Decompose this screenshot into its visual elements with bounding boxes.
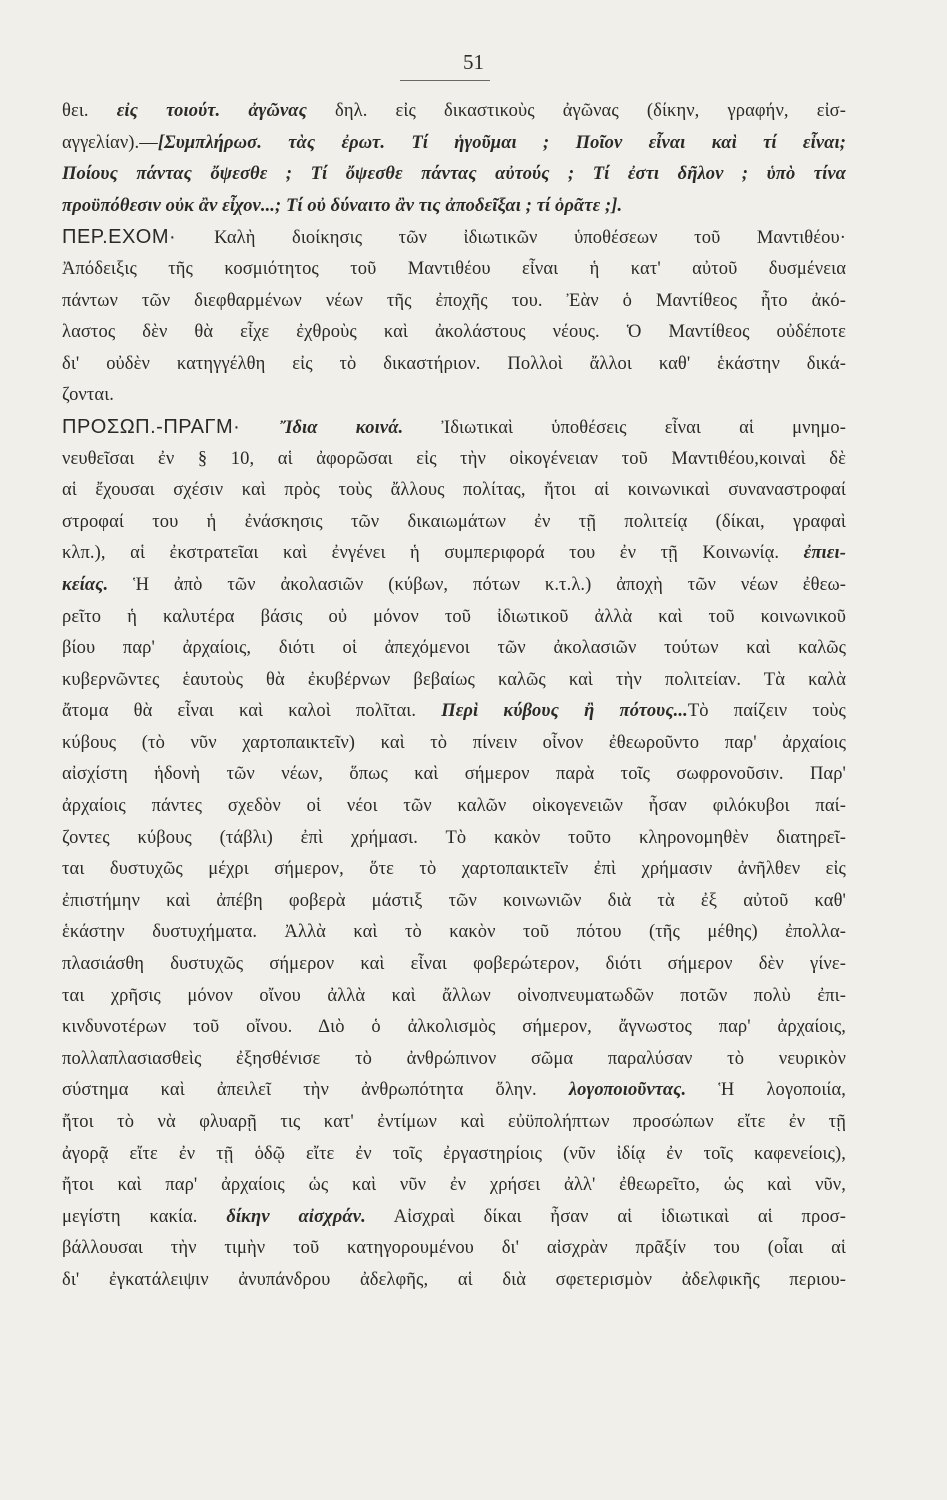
text-segment: αγγελίαν).— xyxy=(62,132,158,153)
text-segment: σύστημα καὶ ἀπειλεῖ τὴν ἀνθρωπότητα ὅλην. xyxy=(62,1080,569,1101)
text-line xyxy=(62,854,846,886)
text-segment: πλασιάσθη δυστυχῶς σήμερον καὶ εἶναι φοβερώτερον, διότι σήμερον δὲν γίνε- xyxy=(62,954,846,975)
text-line xyxy=(62,96,846,128)
text-line xyxy=(62,759,846,791)
text-segment: ἄτομα θὰ εἶναι καὶ καλοὶ πολῖται. xyxy=(62,701,442,722)
text-line xyxy=(62,949,846,981)
text-segment: ἤτοι τὸ νὰ φλυαρῇ τις κατ' ἐντίμων καὶ εὐϋπολήπτων προσώπων εἴτε ἐν τῇ xyxy=(62,1112,846,1132)
text-segment: βάλλουσαι τὴν τιμὴν τοῦ κατηγορουμένου δι' αἰσχρὰν πρᾶξίν του (οἷαι αἱ xyxy=(62,1238,846,1259)
emphasis-text: ἐπιει- xyxy=(803,543,846,564)
text-line xyxy=(62,728,846,760)
text-line xyxy=(62,1139,846,1171)
text-segment: ζονται. xyxy=(62,385,115,406)
text-segment: Ἰδιωτικαὶ ὑποθέσεις εἶναι αἱ μνημο- xyxy=(403,417,846,438)
text-segment: θει. xyxy=(62,101,117,121)
body-text xyxy=(62,96,846,1297)
text-line xyxy=(62,981,846,1013)
text-segment: στροφαί του ἡ ἐνάσκησις τῶν δικαιωμάτων ἐν τῇ πολιτείᾳ (δίκαι, γραφαὶ xyxy=(62,511,846,532)
text-segment: Αἰσχραὶ δίκαι ἦσαν αἱ ἰδιωτικαὶ αἱ προσ- xyxy=(365,1206,847,1227)
emphasis-text: εἰς τοιούτ. ἀγῶνας xyxy=(116,101,307,121)
text-segment: αἱ ἔχουσαι σχέσιν καὶ πρὸς τοὺς ἄλλους πολίτας, ἤτοι αἱ κοινωνικαὶ συναναστροφαί xyxy=(62,480,846,501)
text-segment: δι' ἐγκατάλειψιν ἀνυπάνδρου ἀδελφῆς, αἱ διὰ σφετερισμὸν ἀδελφικῆς περιου- xyxy=(62,1269,846,1290)
text-segment: πολλαπλασιασθεὶς ἐξησθένισε τὸ ἀνθρώπινον σῶμα παραλύσαν τὸ νευρικὸν xyxy=(62,1048,846,1069)
text-segment: ἑκάστην δυστυχήματα. Ἀλλὰ καὶ τὸ κακὸν τοῦ πότου (τῆς μέθης) ἐπολλα- xyxy=(62,922,846,943)
text-line xyxy=(62,538,846,570)
emphasis-text: Ποίους πάντας ὄψεσθε ; Τί ὄψεσθε πάντας αὐτούς ; Τί ἐστι δῆλον ; ὑπὸ τίνα xyxy=(62,164,846,185)
text-line xyxy=(62,665,846,697)
text-line xyxy=(62,1044,846,1076)
text-line xyxy=(62,791,846,823)
text-line xyxy=(62,286,846,318)
text-line xyxy=(62,507,846,539)
text-line xyxy=(62,1233,846,1265)
text-line xyxy=(62,317,846,349)
page-number-rule xyxy=(400,80,490,81)
page-number: 51 xyxy=(463,50,484,74)
text-segment: Ἡ λογοποιία, xyxy=(686,1080,846,1101)
text-segment: δι' οὐδὲν κατηγγέλθη εἰς τὸ δικαστήριον. Πολλοὶ ἄλλοι καθ' ἑκάστην δικά- xyxy=(62,353,846,374)
emphasis-text: δίκην αἰσχράν. xyxy=(226,1206,366,1227)
text-line xyxy=(62,823,846,855)
text-segment: ἀρχαίοις πάντες σχεδὸν οἱ νέοι τῶν καλῶν οἰκογενειῶν ἦσαν φιλόκυβοι παί- xyxy=(62,796,846,817)
text-line xyxy=(62,222,846,254)
emphasis-text: [Συμπλήρωσ. τὰς ἐρωτ. Τί ἡγοῦμαι ; Ποῖον εἶναι καὶ τί εἶναι; xyxy=(157,132,846,153)
text-line xyxy=(62,1265,846,1297)
text-segment: ἤτοι καὶ παρ' ἀρχαίοις ὡς καὶ νῦν ἐν χρήσει ἀλλ' ἐθεωρεῖτο, ὡς καὶ νῦν, xyxy=(62,1175,846,1196)
text-line xyxy=(62,602,846,634)
text-segment: δηλ. εἰς δικαστικοὺς ἀγῶνας (δίκην, γραφήν, εἰσ- xyxy=(306,101,847,121)
text-line xyxy=(62,191,846,223)
section-heading: ΠΡΟΣΩΠ.-ΠΡΑΓΜ· xyxy=(62,415,280,438)
text-line xyxy=(62,254,846,286)
text-line xyxy=(62,1170,846,1202)
emphasis-text: Περὶ κύβους ἢ πότους... xyxy=(441,701,688,722)
section-heading: ΠΕΡ.ΕΧΟΜ· xyxy=(62,226,215,249)
text-segment: ται χρῆσις μόνον οἴνου ἀλλὰ καὶ ἄλλων οἰνοπνευματωδῶν ποτῶν πολὺ ἐπι- xyxy=(62,985,846,1006)
text-segment: Τὸ παίζειν τοὺς xyxy=(687,701,846,722)
text-line xyxy=(62,349,846,381)
text-segment: λαστος δὲν θὰ εἶχε ἐχθροὺς καὶ ἀκολάστους νέους. Ὁ Μαντίθεος οὐδέποτε xyxy=(62,322,846,343)
text-segment: νευθεῖσαι ἐν § 10, αἱ ἀφορῶσαι εἰς τὴν οἰκογένειαν τοῦ Μαντιθέου,κοιναὶ δὲ xyxy=(62,448,846,469)
emphasis-text: λογοποιοῦντας. xyxy=(568,1080,687,1101)
text-segment: κλπ.), αἱ ἐκστρατεῖαι καὶ ἐνγένει ἡ συμπεριφορά του ἐν τῇ Κοινωνίᾳ. xyxy=(62,543,804,564)
text-segment: Ἀπόδειξις τῆς κοσμιότητος τοῦ Μαντιθέου εἶναι ἡ κατ' αὐτοῦ δυσμένεια xyxy=(62,258,846,279)
text-line xyxy=(62,159,846,191)
text-line xyxy=(62,917,846,949)
text-line xyxy=(62,1012,846,1044)
text-line xyxy=(62,1107,846,1139)
text-segment: κύβους (τὸ νῦν χαρτοπαικτεῖν) καὶ τὸ πίνειν οἶνον ἐθεωροῦντο παρ' ἀρχαίοις xyxy=(62,732,846,753)
text-segment: Ἡ ἀπὸ τῶν ἀκολασιῶν (κύβων, πότων κ.τ.λ.) ἀποχὴ τῶν νέων ἐθεω- xyxy=(108,574,846,595)
emphasis-text: κείας. xyxy=(62,574,109,595)
text-segment: μεγίστη κακία. xyxy=(62,1206,227,1227)
text-line xyxy=(62,475,846,507)
text-line xyxy=(62,1075,846,1107)
text-segment: ζοντες κύβους (τάβλι) ἐπὶ χρήμασι. Τὸ κακὸν τοῦτο κληρονομηθὲν διατηρεῖ- xyxy=(62,827,846,848)
text-segment: αἰσχίστη ἡδονὴ τῶν νέων, ὅπως καὶ σήμερον παρὰ τοῖς σωφρονοῦσιν. Παρ' xyxy=(62,764,846,785)
text-segment: Καλὴ διοίκησις τῶν ἰδιωτικῶν ὑποθέσεων τοῦ Μαντιθέου· xyxy=(214,228,846,249)
text-line xyxy=(62,886,846,918)
text-line xyxy=(62,380,846,412)
text-segment: βίου παρ' ἀρχαίοις, διότι οἱ ἀπεχόμενοι τῶν ἀκολασιῶν τούτων καὶ καλῶς xyxy=(62,638,846,659)
text-line xyxy=(62,412,846,444)
emphasis-text: προϋπόθεσιν οὐκ ἂν εἶχον...; Τί οὐ δύναιτο ἂν τις ἀποδεῖξαι ; τί ὁρᾶτε ;]. xyxy=(62,195,623,216)
emphasis-text: Ἴδια κοινά. xyxy=(279,417,404,438)
text-line xyxy=(62,570,846,602)
text-segment: κυβερνῶντες ἑαυτοὺς θὰ ἐκυβέρνων βεβαίως καλῶς καὶ τὴν πολιτείαν. Τὰ καλὰ xyxy=(62,669,846,690)
text-line xyxy=(62,696,846,728)
text-segment: πάντων τῶν διεφθαρμένων νέων τῆς ἐποχῆς του. Ἐὰν ὁ Μαντίθεος ἦτο ἀκό- xyxy=(62,290,846,311)
text-line xyxy=(62,633,846,665)
text-line xyxy=(62,128,846,160)
text-line xyxy=(62,1202,846,1234)
text-line xyxy=(62,444,846,476)
text-segment: κινδυνοτέρων τοῦ οἴνου. Διὸ ὁ ἀλκολισμὸς σήμερον, ἄγνωστος παρ' ἀρχαίοις, xyxy=(62,1017,846,1038)
text-segment: ἀγορᾷ εἴτε ἐν τῇ ὁδῷ εἴτε ἐν τοῖς ἐργαστηρίοις (νῦν ἰδίᾳ ἐν τοῖς καφενείοις), xyxy=(62,1143,846,1164)
text-segment: ται δυστυχῶς μέχρι σήμερον, ὅτε τὸ χαρτοπαικτεῖν ἐπὶ χρήμασιν ἀνῆλθεν εἰς xyxy=(62,859,846,880)
text-segment: ρεῖτο ἡ καλυτέρα βάσις οὐ μόνον τοῦ ἰδιωτικοῦ ἀλλὰ καὶ τοῦ κοινωνικοῦ xyxy=(62,606,846,627)
text-segment: ἐπιστήμην καὶ ἀπέβη φοβερὰ μάστιξ τῶν κοινωνιῶν διὰ τὰ ἐξ αὐτοῦ καθ' xyxy=(62,890,846,911)
